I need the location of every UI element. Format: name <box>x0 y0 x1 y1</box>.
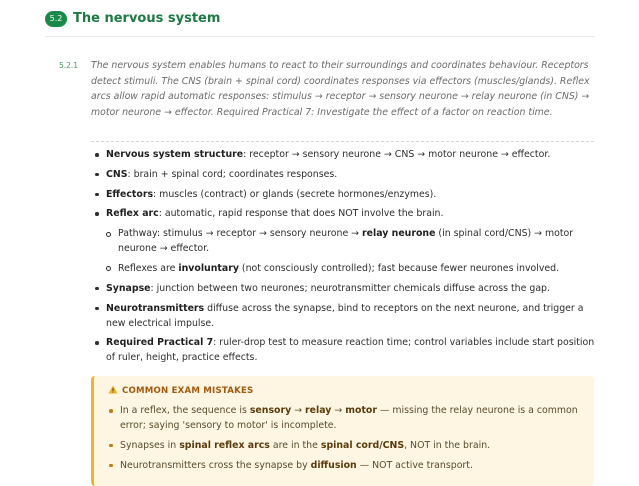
callout-term: motor <box>345 405 377 416</box>
bullet-text: : brain + spinal cord; coordinates responses. <box>127 168 338 180</box>
list-item <box>95 206 595 276</box>
bullet-term: Synapse <box>106 282 151 294</box>
list-item <box>95 167 595 182</box>
sub-bullet-text: Pathway: stimulus → receptor → sensory neurone → <box>118 228 363 240</box>
callout-item <box>108 438 588 453</box>
bullet-term: Effectors <box>106 188 154 200</box>
bullet-text: : muscles (contract) or glands (secrete hormones/enzymes). <box>153 188 437 200</box>
bullet-text: : junction between two neurones; neurotransmitter chemicals diffuse across the gap. <box>150 282 550 294</box>
sub-bullet-term: relay neurone <box>362 228 436 240</box>
key-points-list <box>95 147 595 370</box>
sub-bullet-text: (in spinal cord/CNS) → motor neurone → effector. <box>118 228 574 255</box>
list-item <box>95 187 595 202</box>
callout-text: , NOT in the brain. <box>404 439 491 451</box>
callout-term: relay <box>305 405 332 416</box>
bullet-term: Required Practical 7 <box>106 337 214 349</box>
callout-item <box>108 458 588 473</box>
subsection-intro: The nervous system enables humans to react to their surroundings and coordinates behaviour. Receptors detect stimuli. The CNS (brain + spinal cord) coordinates responses via effectors (muscles/glands). Reflex arcs allow rapid automatic responses: stimulus → receptor → sensory neurone → relay neurone (in CNS) → motor neurone → effector. Required Practical 7: Investigate the effect of a factor on reaction time. <box>91 60 590 118</box>
list-item <box>95 281 595 296</box>
callout-list <box>108 403 588 477</box>
callout-term: spinal cord/CNS <box>320 439 405 451</box>
callout-text: — missing the relay neurone is a common error; saying 'sensory to motor' is incomplete. <box>120 405 578 431</box>
callout-text: Synapses in <box>120 439 180 451</box>
exam-mistakes-callout <box>91 376 594 486</box>
bullet-term: Reflex arc <box>106 208 159 220</box>
list-item <box>95 335 595 365</box>
callout-text: → <box>331 405 346 416</box>
reflex-arc-sublist <box>106 226 595 276</box>
warning-icon <box>108 385 118 394</box>
callout-term: diffusion <box>310 459 357 471</box>
bullet-text: : ruler-drop test to measure reaction time; control variables include start position of ruler, height, practice effects. <box>106 337 595 364</box>
bullet-text: : receptor → sensory neurone → CNS → motor neurone → effector. <box>243 149 551 160</box>
section-header <box>45 10 595 37</box>
callout-title-text: COMMON EXAM MISTAKES <box>122 386 254 396</box>
list-item <box>95 301 595 331</box>
sub-bullet-text: (not consciously controlled); fast because fewer neurones involved. <box>238 262 560 274</box>
callout-text: Neurotransmitters cross the synapse by <box>120 459 311 471</box>
callout-term: sensory <box>249 405 292 416</box>
bullet-text: diffuse across the synapse, bind to receptors on the next neurone, and trigger a new electrical impulse. <box>106 302 584 329</box>
callout-item <box>108 403 588 433</box>
list-item <box>95 147 595 162</box>
sub-bullet-term: involuntary <box>178 262 239 274</box>
sub-bullet-text: Reflexes are <box>118 262 179 274</box>
bullet-text: : automatic, rapid response that does NOT involve the brain. <box>158 208 444 220</box>
section-title: The nervous system <box>73 11 221 26</box>
subsection-number: 5.2.1 <box>59 61 79 70</box>
bullet-term: CNS <box>106 168 128 180</box>
callout-term: spinal reflex arcs <box>179 439 270 451</box>
bullet-term: Nervous system structure <box>106 149 244 160</box>
callout-text: → <box>291 405 306 416</box>
callout-title <box>108 385 253 396</box>
section-number-badge: 5.2 <box>45 11 67 27</box>
sub-list-item <box>106 261 595 276</box>
sub-list-item <box>106 226 595 256</box>
divider <box>91 141 594 142</box>
bullet-term: Neurotransmitters <box>106 302 205 314</box>
callout-text: — NOT active transport. <box>356 459 473 471</box>
callout-text: In a reflex, the sequence is <box>120 405 250 416</box>
callout-text: are in the <box>269 439 321 451</box>
